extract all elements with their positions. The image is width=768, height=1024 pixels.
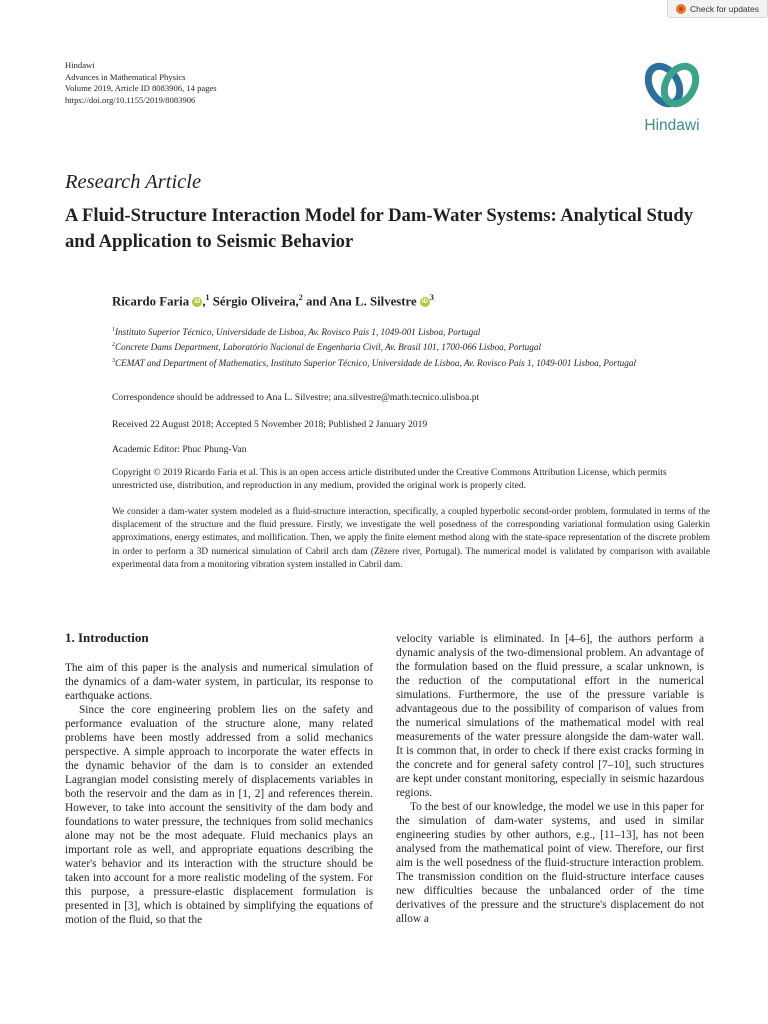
author-sup: 2 (298, 293, 303, 302)
orcid-icon[interactable]: iD (194, 299, 201, 306)
check-for-updates-button[interactable] (667, 0, 768, 18)
author-sup: 1 (205, 293, 210, 302)
abstract: We consider a dam-water system modeled as a fluid-structure interaction, specifically, a coupled hyperbolic second-order problem, formulated in terms of the displacement of the structure and the fluid pressure. Firstly, we investigate the well posedness of the corresponding variational formulation using Galerkin approximations, energy estimates, and mollification. Then, we apply the finite element method along with the state-space representation of the discrete problem in order to perform a 3D numerical simulation of Cabril arch dam (Zêzere river, Portugal). The numerical model is validated by comparison with available experimental data from a monitoring vibration system installed in Cabril dam. (112, 507, 710, 570)
paragraph: Since the core engineering problem lies on the safety and performance evaluation of the structure alone, many related problems have been mostly addressed from a solid mechanics perspective. A simple approach to incorporate the water effects in the dynamic behavior of the dam is to consider an extended Lagrangian model consisting merely of displacements variables in both the reservoir and the dam as in [1, 2] and references therein. However, to take into account the sensitivity of the dam body and foundations to water pressure, the techniques from solid mechanics alone may not be the most adequate. Fluid mechanics plays an important role as well, and appropriate equations describing the water's behavior and its interaction with the structure should be taken into account for a more realistic modeling of the system. For this purpose, a pressure-elastic displacement formulation is presented in [3], which is obtained by simplifying the equations of motion of the fluid, so that the (65, 704, 373, 926)
author-name: Sérgio Oliveira, (212, 294, 299, 309)
paragraph: The aim of this paper is the analysis and numerical simulation of the dynamics of a dam-water system, in particular, its response to earthquake actions. (65, 662, 373, 702)
academic-editor: Academic Editor: Phuc Phung-Van (112, 444, 247, 455)
check-for-updates-label: Check for updates (690, 3, 759, 14)
paragraph: velocity variable is eliminated. In [4–6], the authors perform a dynamic analysis of the two-dimensional problem. An advantage of the formulation based on the fluid pressure, a scalar unknown, is the reduction of the computational effort in the numerical simulations. Furthermore, the use of the pressure variable is advantageous due to the possibility of comparison of values from the numerical simulations of the mathematical model with real measurements of the water pressure alongside the dam-water wall. It is common that, in order to check if there exist cracks forming in the concrete and for general safety control [7–10], such structures are kept under constant monitoring, especially in seismic hazardous regions. (396, 633, 704, 799)
affiliation-item: $^1$Instituto Superior Técnico, Universidade de Lisboa, Av. Rovisco Pais 1, 1049-001 Lisboa, Portugal (112, 327, 481, 338)
affiliation-item: $^2$Concrete Dams Department, Laboratório Nacional de Engenharia Civil, Av. Brasil 101, 1700-066 Lisboa, Portugal (112, 342, 542, 353)
affiliations (112, 324, 712, 370)
article-type: Research Article (65, 171, 202, 193)
journal-name: Advances in Mathematical Physics (65, 71, 186, 82)
correspondence: Correspondence should be addressed to Ana L. Silvestre; ana.silvestre@math.tecnico.ulisboa.pt (112, 392, 480, 403)
hindawi-logo (638, 60, 706, 135)
copyright-notice: Copyright © 2019 Ricardo Faria et al. This is an open access article distributed under the Creative Commons Attribution License, which permits unrestricted use, distribution, and reproduction in any medium, provided the original work is properly cited. (112, 467, 667, 491)
publication-dates: Received 22 August 2018; Accepted 5 November 2018; Published 2 January 2019 (112, 419, 428, 430)
author-name: and Ana L. Silvestre (305, 294, 417, 309)
author-name: Ricardo Faria (112, 294, 190, 309)
body-column-right (396, 632, 704, 926)
publisher-name: Hindawi (65, 60, 95, 70)
hindawi-logo-icon (638, 60, 706, 110)
author-list: Ricardo Faria iD ,$^1$ Sérgio Oliveira,$^2$ and Ana L. Silvestre $iD^3$ (112, 293, 434, 309)
paragraph: To the best of our knowledge, the model we use in this paper for the simulation of dam-water systems, and used in similar engineering studies by other authors, e.g., [11–13], has not been analysed from the mathematical point of view. Therefore, our first aim is the well posedness of the fluid-structure interaction problem. The transmission condition on the fluid-structure interface causes new difficulties because the unbalanced order of the time derivatives of the pressure and the structure's displacement do not allow a (396, 801, 704, 925)
logo-wordmark: Hindawi (644, 117, 700, 134)
orcid-icon[interactable]: iD (421, 299, 428, 306)
doi-link[interactable]: https://doi.org/10.1155/2019/8083906 (65, 94, 196, 105)
section-heading: 1. Introduction (65, 630, 149, 645)
affiliation-item: $^3$CEMAT and Department of Mathematics, Instituto Superior Técnico, Universidade de Lisboa, Av. Rovisco Pais 1, 1049-001 Lisboa, Portugal (112, 357, 637, 368)
article-title: A Fluid-Structure Interaction Model for Dam-Water Systems: Analytical Study and Application to Seismic Behavior (65, 205, 694, 252)
volume-info: Volume 2019, Article ID 8083906, 14 pages (65, 83, 217, 93)
update-icon (676, 4, 686, 14)
journal-meta (65, 60, 217, 106)
author-sup: 3 (429, 293, 434, 302)
body-column-left (65, 661, 373, 927)
